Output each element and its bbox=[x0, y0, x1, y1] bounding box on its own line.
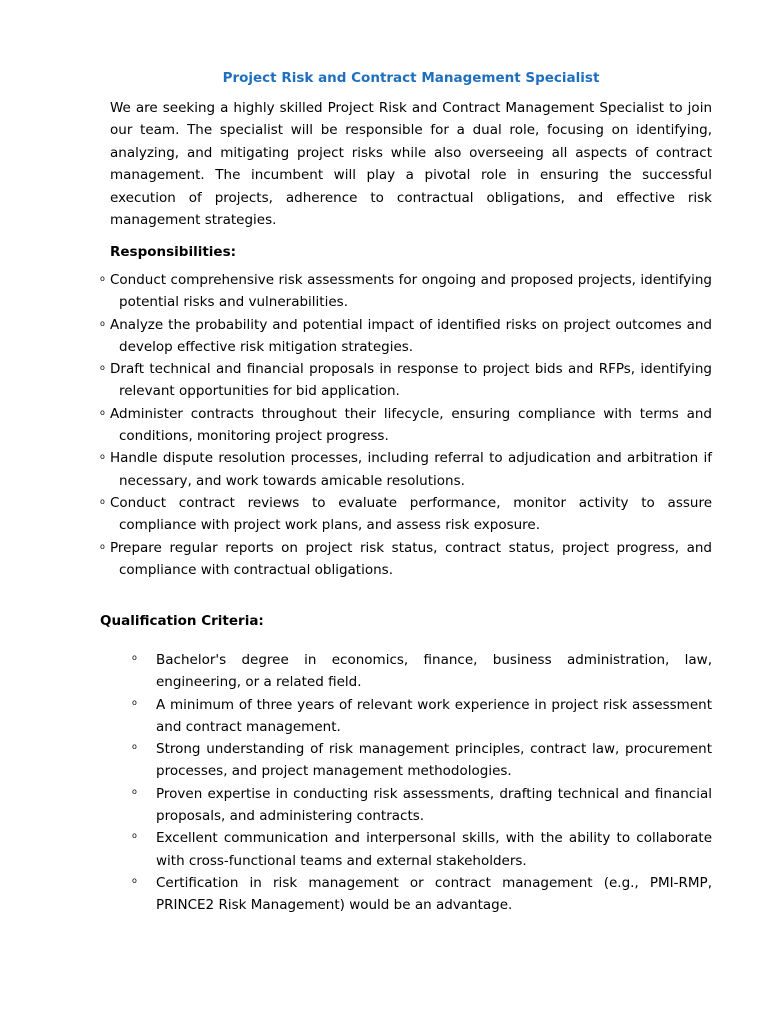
list-item bbox=[132, 738, 712, 783]
list-item bbox=[132, 872, 712, 917]
list-item-text: Conduct contract reviews to evaluate performance, monitor activity to assure compliance with project work plans, and assess risk exposure. bbox=[110, 494, 712, 534]
list-item bbox=[100, 447, 712, 492]
list-item bbox=[132, 827, 712, 872]
bullet-icon: o bbox=[132, 697, 137, 707]
intro-paragraph: We are seeking a highly skilled Project Risk and Contract Management Specialist to join our team. The specialist will be responsible for a dual role, focusing on identifying, analyzing, and mitigating project risks while also overseeing all aspects of contract management. The incumbent will play a pivotal role in ensuring the successful execution of projects, adherence to contractual obligations, and effective risk management strategies. bbox=[110, 100, 712, 229]
list-item-text: Prepare regular reports on project risk status, contract status, project progress, and compliance with contractual obligations. bbox=[110, 539, 712, 578]
list-item-text: Draft technical and financial proposals in response to project bids and RFPs, identifying relevant opportunities for bid application. bbox=[110, 361, 712, 400]
list-item bbox=[132, 783, 712, 828]
bullet-icon: o bbox=[132, 742, 137, 752]
list-item-text: Certification in risk management or contract management (e.g., PMI-RMP, PRINCE2 Risk Management) would be an advantage. bbox=[156, 874, 712, 914]
list-item-text: Conduct comprehensive risk assessments for ongoing and proposed projects, identifying potential risks and vulnerabilities. bbox=[110, 272, 712, 311]
document-title: Project Risk and Contract Management Specialist bbox=[222, 70, 600, 86]
list-item-text: Analyze the probability and potential impact of identified risks on project outcomes and develop effective risk mitigation strategies. bbox=[110, 316, 712, 355]
bullet-icon: o bbox=[100, 541, 105, 551]
list-item bbox=[100, 269, 712, 314]
responsibilities-heading: Responsibilities: bbox=[110, 244, 237, 260]
list-item bbox=[132, 649, 712, 694]
bullet-icon: o bbox=[132, 653, 137, 662]
list-item-text: Strong understanding of risk management principles, contract law, procurement processes, and project management methodologies. bbox=[156, 741, 712, 780]
bullet-icon: o bbox=[132, 786, 137, 796]
bullet-icon: o bbox=[100, 274, 105, 283]
list-item-text: Proven expertise in conducting risk assessments, drafting technical and financial proposals, and administering contracts. bbox=[156, 785, 712, 825]
responsibilities-list bbox=[0, 269, 768, 581]
qualification-list bbox=[0, 649, 768, 917]
list-item-text: Handle dispute resolution processes, including referral to adjudication and arbitration if necessary, and work towards amicable resolutions. bbox=[110, 450, 712, 489]
list-item bbox=[100, 314, 712, 359]
list-item bbox=[100, 537, 712, 582]
bullet-icon: o bbox=[132, 831, 137, 841]
bullet-icon: o bbox=[100, 496, 105, 506]
bullet-icon: o bbox=[132, 875, 137, 885]
qualification-heading: Qualification Criteria: bbox=[100, 613, 264, 629]
list-item bbox=[100, 492, 712, 537]
list-item-text: Administer contracts throughout their lifecycle, ensuring compliance with terms and conditions, monitoring project progress. bbox=[110, 405, 712, 445]
list-item bbox=[100, 403, 712, 448]
bullet-icon: o bbox=[100, 452, 105, 462]
list-item-text: Excellent communication and interpersonal skills, with the ability to collaborate with cross-functional teams and external stakeholders. bbox=[156, 830, 712, 869]
list-item bbox=[100, 358, 712, 403]
list-item-text: Bachelor's degree in economics, finance, business administration, law, engineering, or a related field. bbox=[156, 652, 712, 691]
bullet-icon: o bbox=[100, 363, 105, 373]
list-item bbox=[132, 694, 712, 739]
bullet-icon: o bbox=[100, 407, 105, 417]
list-item-text: A minimum of three years of relevant work experience in project risk assessment and contract management. bbox=[156, 696, 712, 735]
bullet-icon: o bbox=[100, 318, 105, 328]
